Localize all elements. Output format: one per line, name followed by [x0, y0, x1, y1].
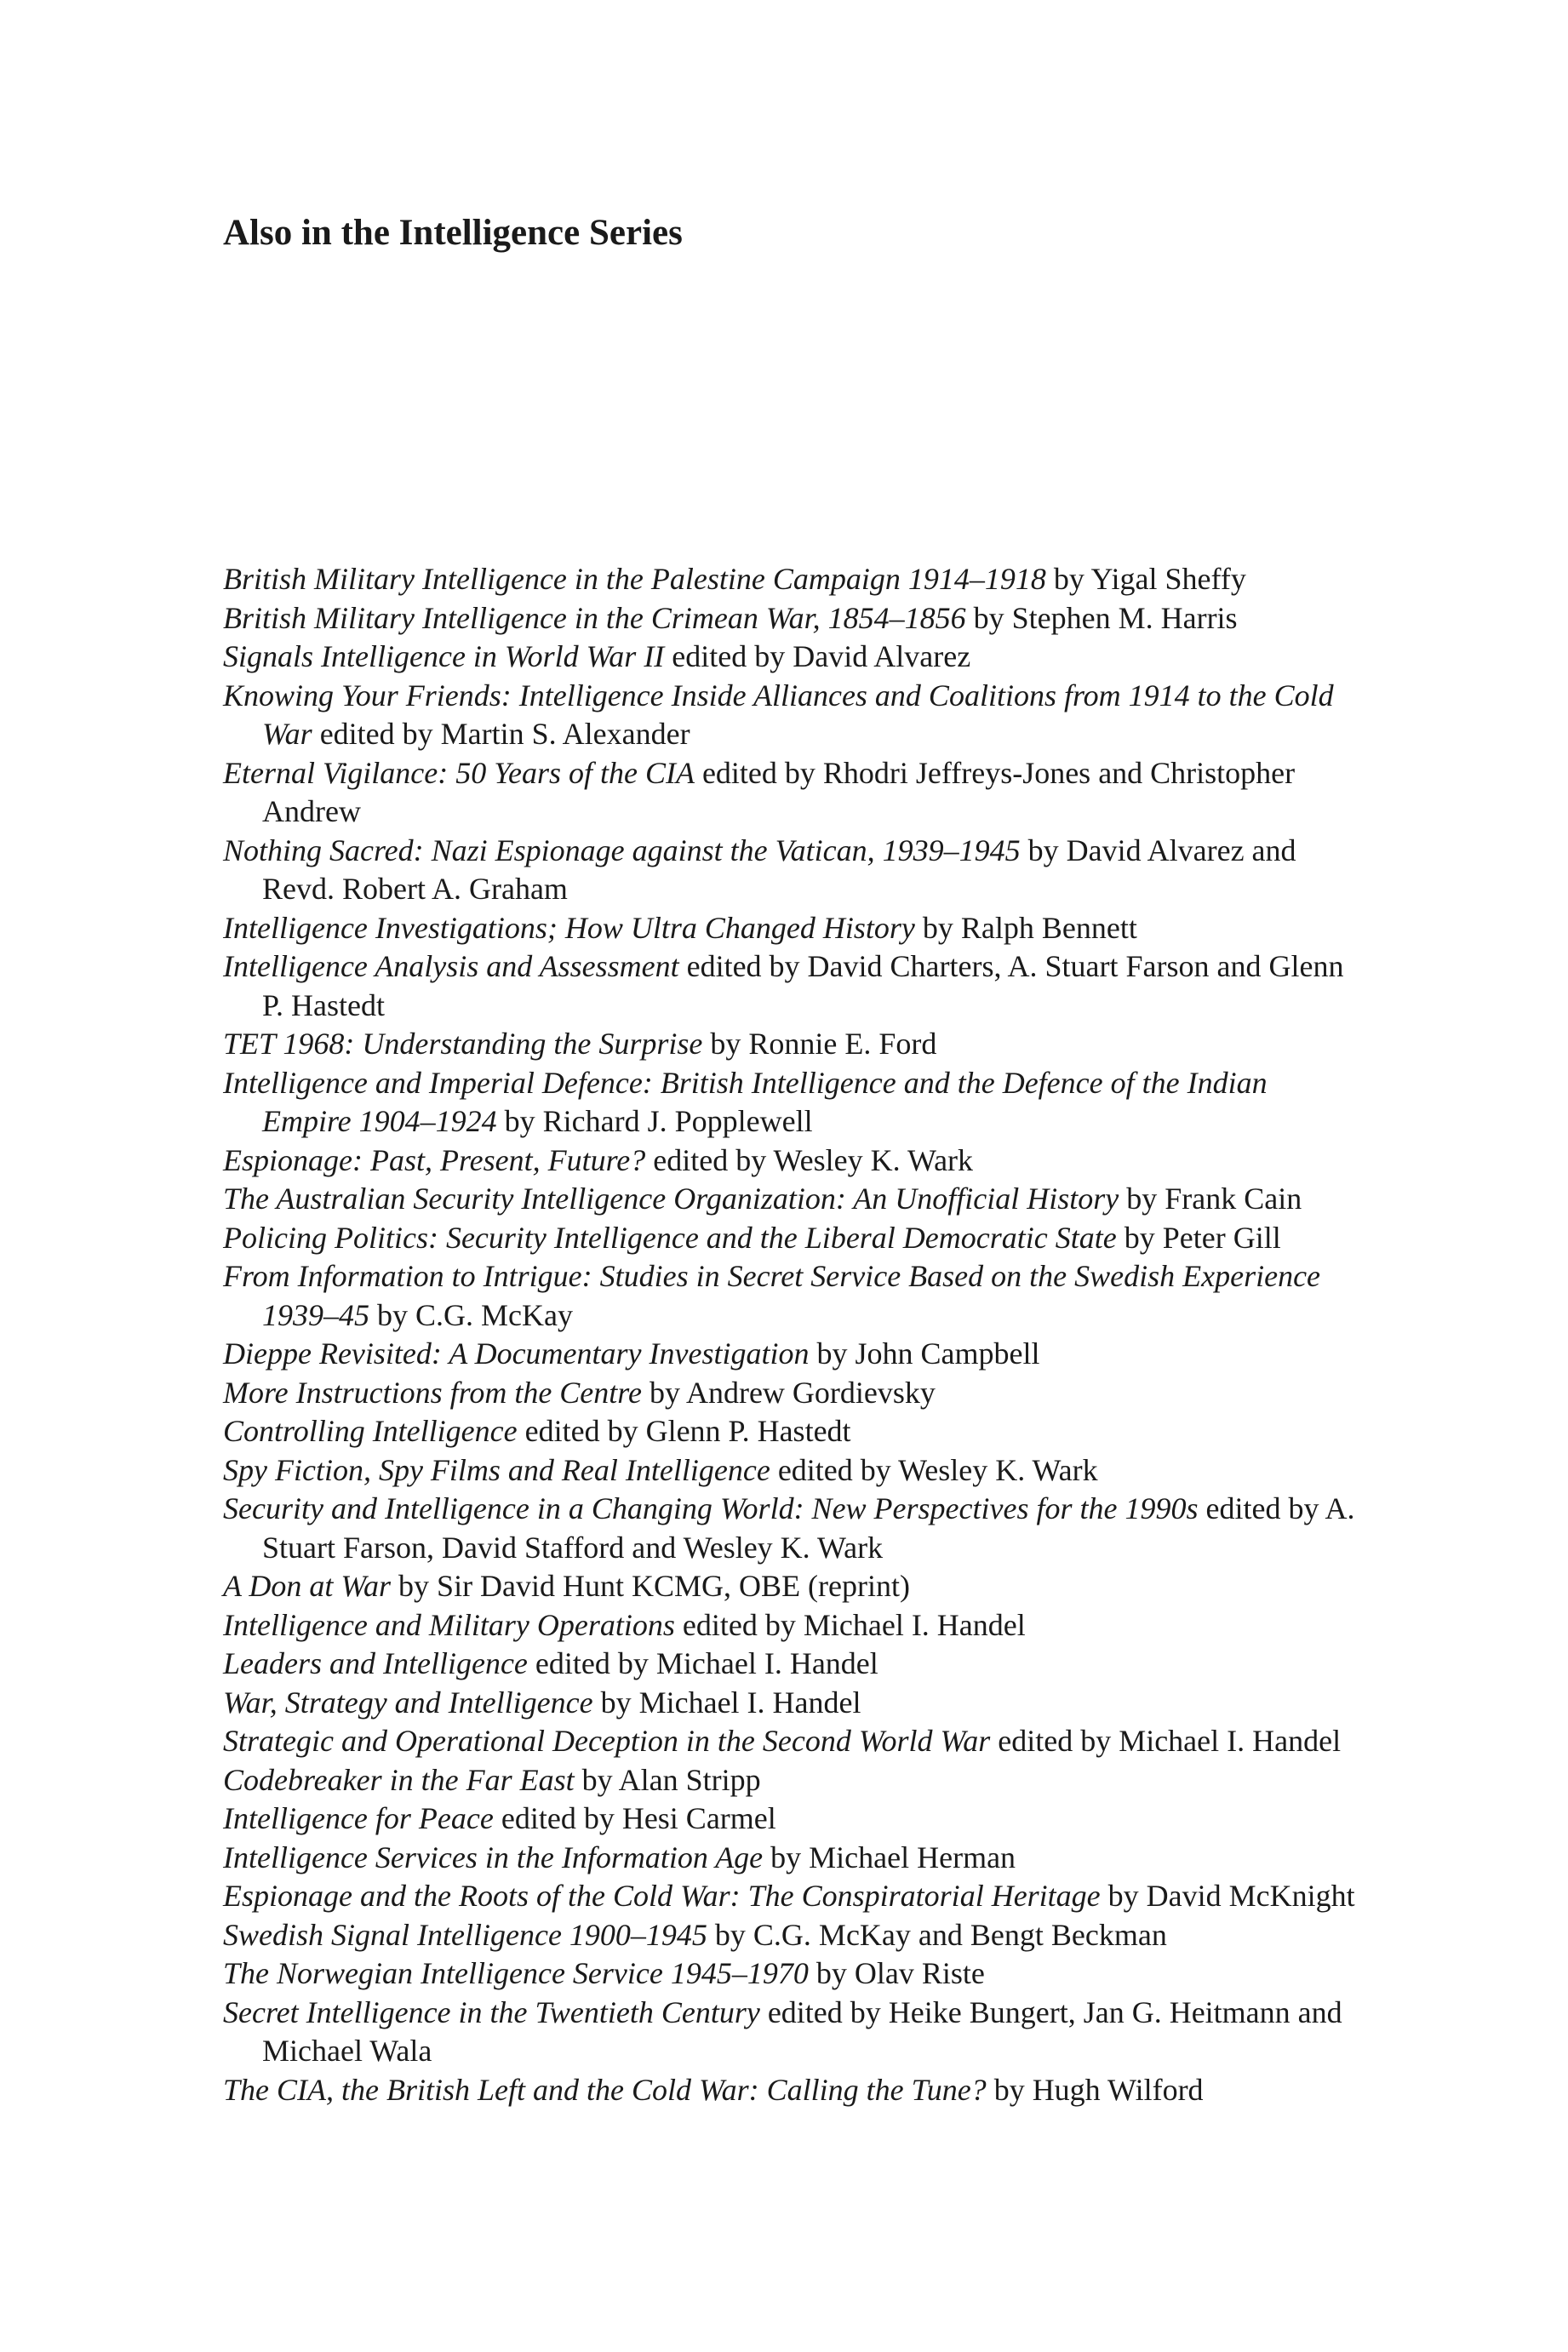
list-item — [223, 832, 1364, 909]
book-credit: edited by Rhodri Jeffreys-Jones and Christopher Andrew — [262, 755, 1296, 828]
list-item — [223, 677, 1364, 754]
list-item — [223, 909, 1364, 948]
book-title: Intelligence Analysis and Assessment — [223, 949, 679, 983]
book-title: Nothing Sacred: Nazi Espionage against the Vatican, 1939–1945 — [223, 833, 1021, 867]
book-credit: by Sir David Hunt KCMG, OBE (reprint) — [391, 1569, 910, 1603]
list-item — [223, 638, 1364, 677]
book-title: The Australian Security Intelligence Organization: An Unofficial History — [223, 1182, 1119, 1216]
book-credit: edited by A. Stuart Farson, David Stafford and Wesley K. Wark — [262, 1491, 1355, 1565]
book-title: Secret Intelligence in the Twentieth Century — [223, 1994, 760, 2029]
list-item — [223, 1219, 1364, 1258]
list-item — [223, 1180, 1364, 1219]
book-title: Intelligence for Peace — [223, 1801, 494, 1835]
book-credit: edited by Wesley K. Wark — [770, 1452, 1098, 1487]
list-item — [223, 1916, 1364, 1955]
list-item — [223, 1374, 1364, 1413]
book-title: Dieppe Revisited: A Documentary Investigation — [223, 1336, 810, 1371]
book-title: More Instructions from the Centre — [223, 1375, 642, 1410]
book-credit: edited by David Charters, A. Stuart Farson and Glenn P. Hastedt — [262, 949, 1344, 1022]
book-title: TET 1968: Understanding the Surprise — [223, 1027, 703, 1061]
book-title: Strategic and Operational Deception in the Second World War — [223, 1724, 991, 1758]
book-title: British Military Intelligence in the Crimean War, 1854–1856 — [223, 600, 966, 635]
list-item — [223, 1567, 1364, 1606]
book-credit: by Hugh Wilford — [986, 2072, 1204, 2107]
list-item — [223, 1025, 1364, 1064]
list-item — [223, 1257, 1364, 1335]
book-credit: by Olav Riste — [808, 1956, 985, 1990]
book-title: A Don at War — [223, 1569, 392, 1603]
book-credit: edited by Michael I. Handel — [527, 1646, 878, 1680]
list-item — [223, 1761, 1364, 1800]
list-item — [223, 1877, 1364, 1916]
book-credit: by Richard J. Popplewell — [496, 1104, 813, 1138]
book-title: Eternal Vigilance: 50 Years of the CIA — [223, 755, 695, 790]
book-credit: edited by David Alvarez — [664, 639, 971, 673]
list-item — [223, 754, 1364, 832]
book-credit: by John Campbell — [809, 1336, 1040, 1371]
list-item — [223, 2071, 1364, 2110]
list-item — [223, 1064, 1364, 1142]
book-credit: by Ralph Bennett — [914, 910, 1137, 945]
list-item — [223, 599, 1364, 638]
book-credit: by Frank Cain — [1119, 1182, 1302, 1216]
page-title: Also in the Intelligence Series — [223, 213, 683, 253]
list-item — [223, 1800, 1364, 1839]
list-item — [223, 1684, 1364, 1723]
book-title: Intelligence and Imperial Defence: British Intelligence and the Defence of the Indian Empire 1904–1924 — [223, 1065, 1268, 1138]
book-credit: by David Alvarez and Revd. Robert A. Graham — [262, 833, 1296, 906]
book-credit: edited by Michael I. Handel — [990, 1724, 1342, 1758]
list-item — [223, 1994, 1364, 2071]
book-title: Intelligence Investigations; How Ultra Changed History — [223, 910, 915, 945]
list-item — [223, 1335, 1364, 1374]
book-title: The CIA, the British Left and the Cold War: Calling the Tune? — [223, 2072, 987, 2107]
book-credit: by Stephen M. Harris — [965, 600, 1238, 635]
book-title: The Norwegian Intelligence Service 1945–1970 — [223, 1956, 809, 1990]
book-credit: by Michael Herman — [763, 1840, 1016, 1874]
list-item — [223, 947, 1364, 1025]
book-credit: by Yigal Sheffy — [1045, 562, 1246, 596]
book-credit: by Andrew Gordievsky — [641, 1375, 936, 1410]
list-item — [223, 1839, 1364, 1878]
list-item — [223, 1412, 1364, 1451]
book-title: From Information to Intrigue: Studies in Secret Service Based on the Swedish Experience 1939–45 — [223, 1259, 1321, 1332]
book-title: Intelligence and Military Operations — [223, 1607, 675, 1642]
book-title: Policing Politics: Security Intelligence and the Liberal Democratic State — [223, 1220, 1117, 1255]
book-credit: by Alan Stripp — [574, 1762, 761, 1797]
book-title: Knowing Your Friends: Intelligence Inside Alliances and Coalitions from 1914 to the Cold War — [223, 678, 1334, 751]
book-credit: edited by Michael I. Handel — [674, 1607, 1026, 1642]
book-credit: edited by Martin S. Alexander — [312, 717, 690, 751]
book-title: Signals Intelligence in World War II — [223, 639, 665, 673]
book-credit: by Michael I. Handel — [592, 1685, 861, 1720]
list-item — [223, 1606, 1364, 1645]
book-credit: by Ronnie E. Ford — [702, 1027, 937, 1061]
book-credit: by C.G. McKay — [369, 1297, 573, 1332]
book-credit: by Peter Gill — [1116, 1220, 1281, 1255]
book-credit: edited by Hesi Carmel — [493, 1801, 776, 1835]
list-item — [223, 1490, 1364, 1567]
book-title: Spy Fiction, Spy Films and Real Intelligence — [223, 1452, 770, 1487]
list-item — [223, 1645, 1364, 1684]
book-credit: by C.G. McKay and Bengt Beckman — [707, 1917, 1167, 1952]
book-title: War, Strategy and Intelligence — [223, 1685, 593, 1720]
book-title: Espionage and the Roots of the Cold War: The Conspiratorial Heritage — [223, 1879, 1101, 1913]
book-credit: edited by Heike Bungert, Jan G. Heitmann and Michael Wala — [262, 1994, 1342, 2068]
book-title: Swedish Signal Intelligence 1900–1945 — [223, 1917, 707, 1952]
book-list — [223, 560, 1364, 2109]
book-credit: edited by Wesley K. Wark — [645, 1142, 974, 1177]
book-title: Security and Intelligence in a Changing World: New Perspectives for the 1990s — [223, 1491, 1199, 1525]
list-item — [223, 1451, 1364, 1491]
list-item — [223, 1722, 1364, 1761]
book-title: Intelligence Services in the Information Age — [223, 1840, 764, 1874]
book-credit: edited by Glenn P. Hastedt — [517, 1414, 851, 1448]
book-title: Espionage: Past, Present, Future? — [223, 1142, 646, 1177]
list-item — [223, 1142, 1364, 1181]
list-item — [223, 560, 1364, 599]
book-title: British Military Intelligence in the Palestine Campaign 1914–1918 — [223, 562, 1046, 596]
book-title: Controlling Intelligence — [223, 1414, 518, 1448]
book-title: Leaders and Intelligence — [223, 1646, 528, 1680]
list-item — [223, 1954, 1364, 1994]
book-credit: by David McKnight — [1100, 1879, 1355, 1913]
book-title: Codebreaker in the Far East — [223, 1762, 575, 1797]
